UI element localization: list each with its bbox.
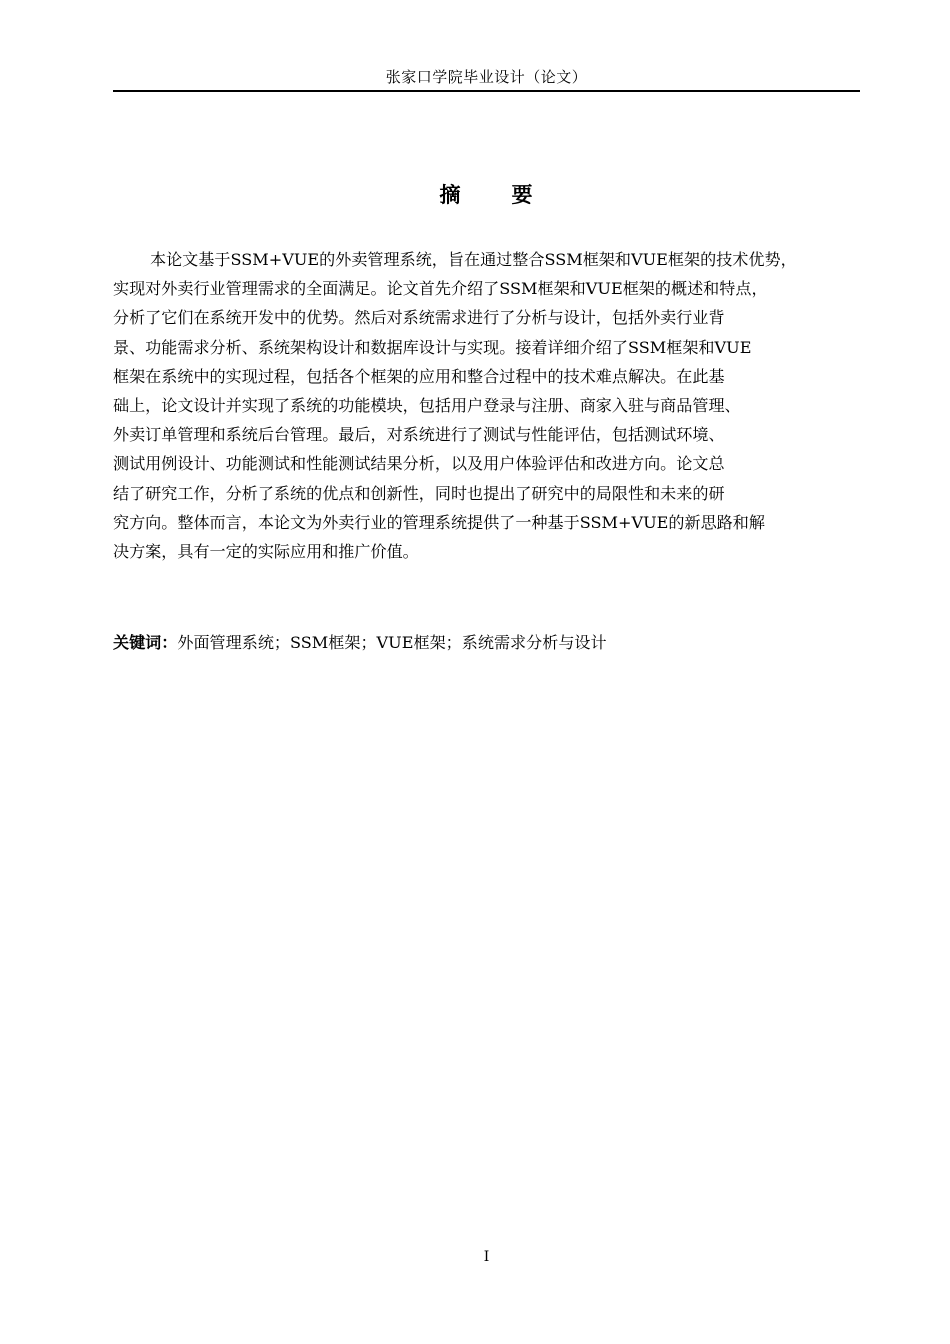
- abstract-line: 决方案，具有一定的实际应用和推广价值。: [113, 542, 419, 562]
- abstract-title-char-1: 摘: [439, 183, 462, 207]
- abstract-line: 分析了它们在系统开发中的优势。然后对系统需求进行了分析与设计，包括外卖行业背: [113, 308, 725, 328]
- abstract-line: 测试用例设计、功能测试和性能测试结果分析，以及用户体验评估和改进方向。论文总: [113, 454, 725, 474]
- abstract-line: 结了研究工作，分析了系统的优点和创新性，同时也提出了研究中的局限性和未来的研: [113, 483, 725, 503]
- abstract-title: [113, 180, 860, 210]
- page-header: [113, 66, 860, 92]
- abstract-body: [113, 245, 863, 566]
- header-title: 张家口学院毕业设计（论文）: [385, 68, 588, 86]
- abstract-line: 究方向。整体而言，本论文为外卖行业的管理系统提供了一种基于SSM+VUE的新思路和解: [113, 512, 765, 532]
- abstract-line: 框架在系统中的实现过程，包括各个框架的应用和整合过程中的技术难点解决。在此基: [113, 366, 725, 386]
- keywords-text: 外面管理系统；SSM框架；VUE框架；系统需求分析与设计: [177, 633, 607, 652]
- keywords-line: [113, 628, 863, 657]
- keywords-label: 关键词：: [113, 633, 178, 652]
- abstract-title-char-2: 要: [511, 183, 534, 207]
- abstract-line: 外卖订单管理和系统后台管理。最后，对系统进行了测试与性能评估，包括测试环境、: [113, 425, 725, 445]
- abstract-line: 本论文基于SSM+VUE的外卖管理系统，旨在通过整合SSM框架和VUE框架的技术优势，: [150, 250, 797, 269]
- abstract-line: 景、功能需求分析、系统架构设计和数据库设计与实现。接着详细介绍了SSM框架和VUE: [113, 337, 752, 357]
- abstract-line: 础上，论文设计并实现了系统的功能模块，包括用户登录与注册、商家入驻与商品管理、: [113, 396, 741, 416]
- page-number: I: [483, 1249, 490, 1265]
- abstract-line: 实现对外卖行业管理需求的全面满足。论文首先介绍了SSM框架和VUE框架的概述和特点，: [113, 279, 768, 299]
